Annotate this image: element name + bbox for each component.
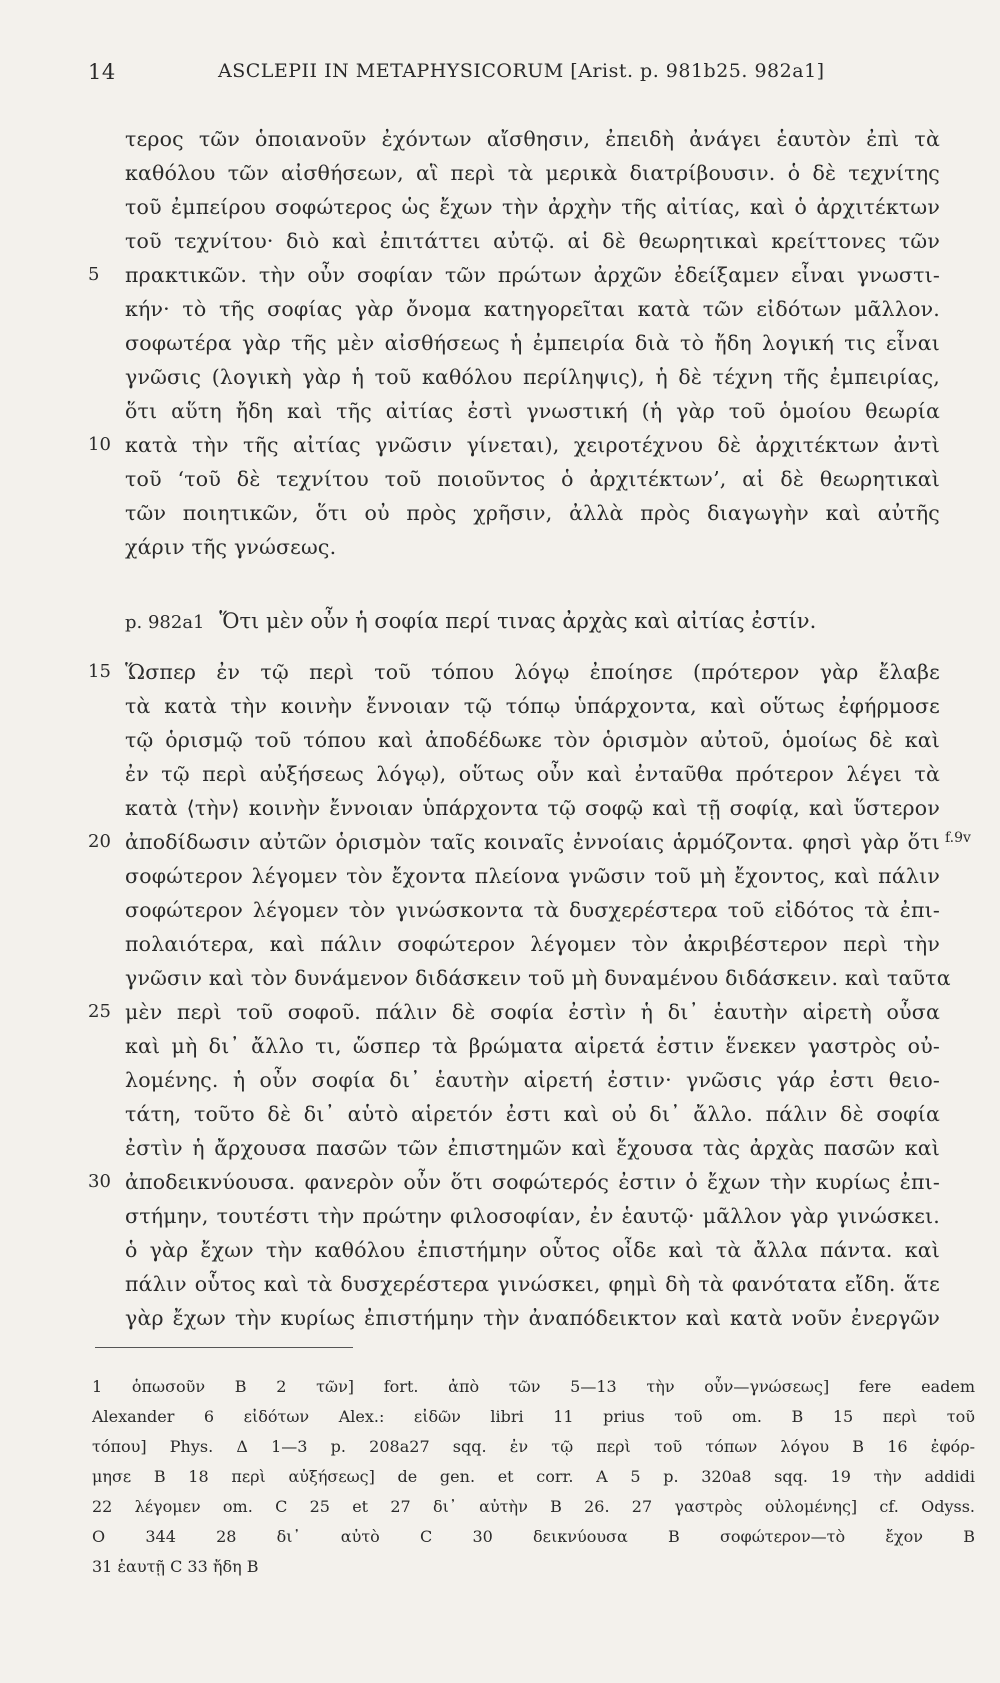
text-line: καθόλου τῶν αἰσθήσεων, αἳ περὶ τὰ μερικὰ διατρίβουσιν. ὁ δὲ τεχνίτης (125, 161, 940, 185)
text-line: τῶν ποιητικῶν, ὅτι οὐ πρὸς χρῆσιν, ἀλλὰ πρὸς διαγωγὴν καὶ αὐτῆς (125, 501, 940, 525)
footnote-line: Alexander 6 εἰδότων Alex.: εἰδῶν libri 11 prius τοῦ om. B 15 περὶ τοῦ (92, 1407, 975, 1426)
text-line: τὰ κατὰ τὴν κοινὴν ἔννοιαν τῷ τόπῳ ὑπάρχοντα, καὶ οὕτως ἐφήρμοσε (125, 694, 940, 718)
text-line: κήν· τὸ τῆς σοφίας γὰρ ὄνομα κατηγορεῖται κατὰ τῶν εἰδότων μᾶλλον. (125, 297, 940, 321)
text-line: στήμην, τουτέστι τὴν πρώτην φιλοσοφίαν, ἐν ἑαυτῷ· μᾶλλον γὰρ γινώσκει. (125, 1204, 940, 1228)
footnote-line: O 344 28 δι᾽ αὐτὸ C 30 δεικνύουσα B σοφώτερον—τὸ ἔχον B (92, 1527, 975, 1546)
line-number: 10 (88, 434, 111, 455)
section-reference: p. 982a1 (125, 612, 205, 633)
text-line: τερος τῶν ὁποιανοῦν ἐχόντων αἴσθησιν, ἐπειδὴ ἀνάγει ἑαυτὸν ἐπὶ τὰ (125, 127, 940, 151)
footnote-line: 1 ὁπωσοῦν B 2 τῶν] fort. ἀπὸ τῶν 5—13 τὴν οὖν—γνώσεως] fere eadem (92, 1377, 975, 1396)
line-number: 5 (88, 264, 100, 285)
text-line: λομένης. ἡ οὖν σοφία δι᾽ ἑαυτὴν αἱρετή ἐστιν· γνῶσις γάρ ἐστι θειο- (125, 1068, 940, 1092)
footnote-line: μησε B 18 περὶ αὐξήσεως] de gen. et corr. A 5 p. 320a8 sqq. 19 τὴν addidi (92, 1467, 975, 1486)
text-line: πρακτικῶν. τὴν οὖν σοφίαν τῶν πρώτων ἀρχῶν ἐδείξαμεν εἶναι γνωστι- (125, 263, 940, 287)
section-lemma: Ὅτι μὲν οὖν ἡ σοφία περί τινας ἀρχὰς καὶ αἰτίας ἐστίν. (219, 609, 817, 633)
text-line: κατὰ τὴν τῆς αἰτίας γνῶσιν γίνεται), χειροτέχνου δὲ ἀρχιτέκτων ἀντὶ (125, 433, 940, 457)
footnote-divider (95, 1347, 353, 1348)
text-line: ἐν τῷ περὶ αὐξήσεως λόγῳ), οὕτως οὖν καὶ ἐνταῦθα πρότερον λέγει τὰ (125, 762, 940, 786)
text-line: ὅτι αὕτη ἤδη καὶ τῆς αἰτίας ἐστὶ γνωστική (ἡ γὰρ τοῦ ὁμοίου θεωρία (125, 399, 940, 423)
page-number: 14 (88, 60, 116, 84)
text-line: τοῦ ‘τοῦ δὲ τεχνίτου τοῦ ποιοῦντος ὁ ἀρχιτέκτων’, αἱ δὲ θεωρητικαὶ (125, 467, 940, 491)
text-line: κατὰ ⟨τὴν⟩ κοινὴν ἔννοιαν ὑπάρχοντα τῷ σοφῷ καὶ τῇ σοφίᾳ, καὶ ὕστερον (125, 796, 940, 820)
running-title: ASCLEPII IN METAPHYSICORUM [Arist. p. 981b25. 982a1] (218, 60, 825, 82)
line-number: 15 (88, 661, 111, 682)
line-number: 20 (88, 831, 111, 852)
footnote-line: 22 λέγομεν om. C 25 et 27 δι᾽ αὐτὴν B 26. 27 γαστρὸς οὐλομένης] cf. Odyss. (92, 1497, 975, 1516)
text-line: γὰρ ἔχων τὴν κυρίως ἐπιστήμην τὴν ἀναπόδεικτον καὶ κατὰ νοῦν ἐνεργῶν (125, 1306, 940, 1330)
text-line: σοφώτερον λέγομεν τὸν γινώσκοντα τὰ δυσχερέστερα τοῦ εἰδότος τὰ ἐπι- (125, 898, 940, 922)
folio-margin-note: f.9v (945, 830, 971, 846)
text-line: τοῦ τεχνίτου· διὸ καὶ ἐπιτάττει αὐτῷ. αἱ δὲ θεωρητικαὶ κρείττονες τῶν (125, 229, 940, 253)
text-line: καὶ μὴ δι᾽ ἄλλο τι, ὥσπερ τὰ βρώματα αἱρετά ἐστιν ἕνεκεν γαστρὸς οὐ- (125, 1034, 940, 1058)
footnote-line: τόπου] Phys. Δ 1—3 p. 208a27 sqq. ἐν τῷ περὶ τοῦ τόπων λόγου B 16 ἐφόρ- (92, 1437, 975, 1456)
text-line: τοῦ ἐμπείρου σοφώτερος ὡς ἔχων τὴν ἀρχὴν τῆς αἰτίας, καὶ ὁ ἀρχιτέκτων (125, 195, 940, 219)
line-number: 25 (88, 1001, 111, 1022)
text-line: γνῶσις (λογικὴ γὰρ ἡ τοῦ καθόλου περίληψις), ἡ δὲ τέχνη τῆς ἐμπειρίας, (125, 365, 940, 389)
text-line: γνῶσιν καὶ τὸν δυνάμενον διδάσκειν τοῦ μὴ δυναμένου διδάσκειν. καὶ ταῦτα (125, 966, 951, 990)
text-line: ἀποδεικνύουσα. φανερὸν οὖν ὅτι σοφώτερός ἐστιν ὁ ἔχων τὴν κυρίως ἐπι- (125, 1170, 940, 1194)
line-number: 30 (88, 1171, 111, 1192)
text-line: τάτη, τοῦτο δὲ δι᾽ αὑτὸ αἱρετόν ἐστι καὶ οὐ δι᾽ ἄλλο. πάλιν δὲ σοφία (125, 1102, 940, 1126)
text-line: σοφωτέρα γὰρ τῆς μὲν αἰσθήσεως ἡ ἐμπειρία διὰ τὸ ἤδη λογική τις εἶναι (125, 331, 940, 355)
text-line: πολαιότερα, καὶ πάλιν σοφώτερον λέγομεν τὸν ἀκριβέστερον περὶ τὴν (125, 932, 940, 956)
text-line: ἐστὶν ἡ ἄρχουσα πασῶν τῶν ἐπιστημῶν καὶ ἔχουσα τὰς ἀρχὰς πασῶν καὶ (125, 1136, 940, 1160)
text-line: πάλιν οὗτος καὶ τὰ δυσχερέστερα γινώσκει, φημὶ δὴ τὰ φανότατα εἴδη. ἅτε (125, 1272, 940, 1296)
text-line: μὲν περὶ τοῦ σοφοῦ. πάλιν δὲ σοφία ἐστὶν ἡ δι᾽ ἑαυτὴν αἱρετὴ οὖσα (125, 1000, 940, 1024)
text-line: τῷ ὁρισμῷ τοῦ τόπου καὶ ἀποδέδωκε τὸν ὁρισμὸν αὐτοῦ, ὁμοίως δὲ καὶ (125, 728, 940, 752)
section-heading (125, 604, 940, 638)
text-line: ὁ γὰρ ἔχων τὴν καθόλου ἐπιστήμην οὗτος οἶδε καὶ τὰ ἄλλα πάντα. καὶ (125, 1238, 940, 1262)
text-line: σοφώτερον λέγομεν τὸν ἔχοντα πλείονα γνῶσιν τοῦ μὴ ἔχοντος, καὶ πάλιν (125, 864, 940, 888)
text-line: ἀποδίδωσιν αὐτῶν ὁρισμὸν ταῖς κοιναῖς ἐννοίαις ἁρμόζοντα. φησὶ γὰρ ὅτι (125, 830, 940, 854)
text-line: Ὥσπερ ἐν τῷ περὶ τοῦ τόπου λόγῳ ἐποίησε (πρότερον γὰρ ἔλαβε (125, 660, 940, 684)
page-header (88, 60, 948, 90)
footnote-line: 31 ἑαυτῇ C 33 ἤδη B (92, 1557, 259, 1576)
text-line: χάριν τῆς γνώσεως. (125, 535, 337, 559)
